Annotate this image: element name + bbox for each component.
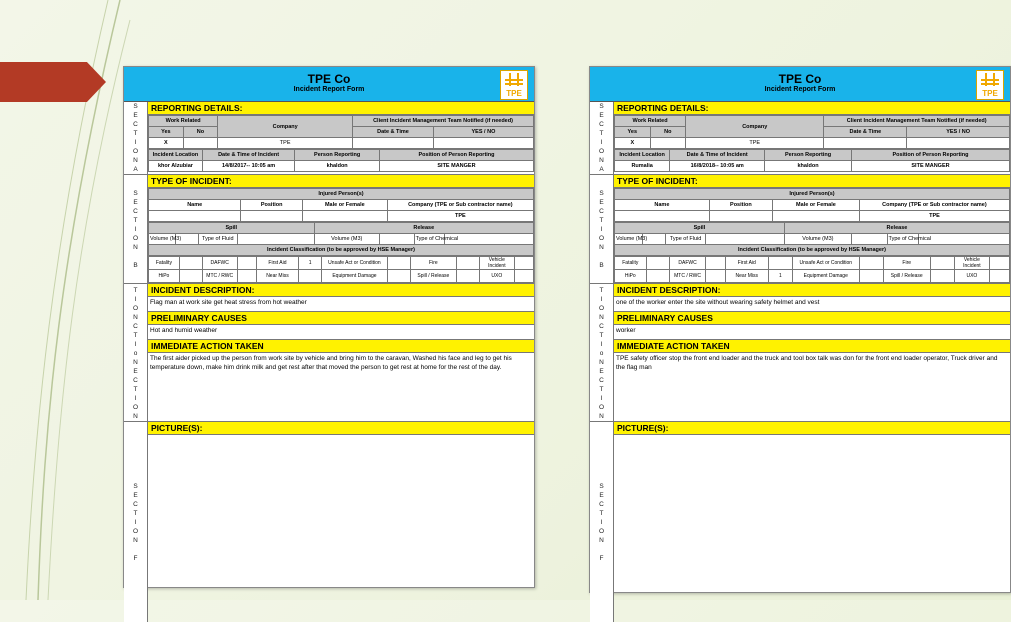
tpe-logo-icon xyxy=(500,70,528,100)
section-letter: o xyxy=(599,350,604,357)
section-letter: C xyxy=(133,377,138,384)
form-header xyxy=(590,67,1010,102)
yes-header: Yes xyxy=(615,127,651,138)
classification-value xyxy=(705,270,725,283)
classification-value xyxy=(237,257,256,270)
section-letter: O xyxy=(132,148,139,155)
classification-label: Unsafe Act or Condition xyxy=(322,257,387,270)
classification-label: First Aid xyxy=(725,257,768,270)
datetime-value: 16/8/2018-- 10:05 am xyxy=(670,161,765,172)
name-header: Name xyxy=(615,200,710,211)
section-letter: S xyxy=(599,482,604,490)
classification-row-1 xyxy=(615,257,1010,270)
classification-row-1 xyxy=(149,257,534,270)
reporting-table xyxy=(614,115,1010,149)
classification-label: First Aid xyxy=(256,257,298,270)
section-letter: O xyxy=(598,148,605,155)
classification-label: DAFWC xyxy=(670,257,706,270)
svg-text:TPE: TPE xyxy=(506,89,522,98)
work-related-header: Work Related xyxy=(615,116,686,127)
spill-header: Spill xyxy=(149,223,315,234)
classification-value xyxy=(237,270,256,283)
immediate-action-title: IMMEDIATE ACTION TAKEN xyxy=(614,340,1010,353)
type-of-incident-title: TYPE OF INCIDENT: xyxy=(148,175,534,188)
no-header: No xyxy=(650,127,686,138)
incident-location-header: Incident Location xyxy=(149,150,203,161)
classification-label: UXO xyxy=(480,270,515,283)
section-letter: T xyxy=(599,287,604,294)
section-a xyxy=(590,102,1010,175)
section-letter: N xyxy=(599,314,604,321)
section-letter: A xyxy=(133,166,138,173)
yes-no-header: YES / NO xyxy=(433,127,533,138)
position-value: SITE MANGER xyxy=(379,161,533,172)
form-title: Incident Report Form xyxy=(293,86,365,93)
client-notified-header: Client Incident Management Team Notified (if needed) xyxy=(824,116,1010,127)
section-b-label xyxy=(124,175,148,283)
incident-description-title: INCIDENT DESCRIPTION: xyxy=(614,284,1010,297)
section-letter: B xyxy=(599,261,604,269)
classification-label: HiPo xyxy=(615,270,647,283)
type-of-incident-title: TYPE OF INCIDENT: xyxy=(614,175,1010,188)
location-table xyxy=(614,149,1010,172)
section-letter: N xyxy=(599,413,604,420)
section-letter: T xyxy=(133,332,138,339)
section-letter: A xyxy=(599,166,604,173)
section-letter: N xyxy=(599,536,604,544)
section-letter: N xyxy=(599,157,604,164)
incident-description-text: one of the worker enter the site without wearing safety helmet and vest xyxy=(614,297,1010,312)
incident-location-header: Incident Location xyxy=(615,150,670,161)
spill-volume-label: Volume (M3) xyxy=(615,234,643,245)
spill-release-table xyxy=(148,222,534,256)
section-letter: E xyxy=(133,368,138,375)
section-letter: F xyxy=(133,554,138,562)
section-letter: O xyxy=(132,234,139,242)
section-letter: O xyxy=(132,527,139,535)
classification-row-2 xyxy=(615,270,1010,283)
section-letter: I xyxy=(600,341,603,348)
section-letter: I xyxy=(600,395,603,402)
reporter-value: khaldon xyxy=(765,161,852,172)
classification-value xyxy=(859,257,883,270)
classification-value xyxy=(387,270,410,283)
type-chemical-label: Type of Chemical xyxy=(414,234,445,245)
incident-description-title: INCIDENT DESCRIPTION: xyxy=(148,284,534,297)
release-volume-label: Volume (M3) xyxy=(314,234,379,245)
release-header: Release xyxy=(784,223,1009,234)
section-letter: T xyxy=(133,509,138,517)
section-letter: o xyxy=(133,350,138,357)
tpe-logo-icon xyxy=(976,70,1004,100)
classification-label: HiPo xyxy=(149,270,180,283)
section-letter: N xyxy=(133,536,138,544)
injured-persons-header: Injured Person(s) xyxy=(615,189,1010,200)
date-time-header: Date & Time xyxy=(353,127,434,138)
gender-header: Male or Female xyxy=(772,200,859,211)
spill-release-table xyxy=(614,222,1010,256)
classification-label: Spill / Release xyxy=(883,270,930,283)
section-letter: I xyxy=(600,225,603,233)
classification-table xyxy=(614,256,1010,283)
classification-label: MTC / RWC xyxy=(202,270,237,283)
classification-label: Near Miss xyxy=(725,270,768,283)
no-header: No xyxy=(183,127,218,138)
section-letter: I xyxy=(134,395,137,402)
classification-value xyxy=(299,270,322,283)
section-letter: E xyxy=(599,491,604,499)
section-letter: C xyxy=(599,500,604,508)
release-header: Release xyxy=(314,223,533,234)
immediate-action-text: The first aider picked up the person from work site by vehicle and bring him to the caravan, Washed his face and leg to get his temperature down, make him drink milk and get rest after that moved the person to get rest at home for the rest of the day. xyxy=(150,355,512,371)
preliminary-causes-text: worker xyxy=(614,325,1010,340)
classification-value xyxy=(705,257,725,270)
section-letter: N xyxy=(133,359,138,366)
svg-text:TPE: TPE xyxy=(982,89,998,98)
classification-value xyxy=(514,270,533,283)
location-value: Rumalia xyxy=(615,161,670,172)
date-time-incident-header: Date & Time of Incident xyxy=(670,150,765,161)
middle-section-label xyxy=(590,284,614,421)
classification-label: Spill / Release xyxy=(410,270,456,283)
section-b xyxy=(124,175,534,284)
immediate-action-text: TPE safety officer stop the front end loader and the truck and tool box talk was don for the front end loader operator, Truck driver and the flag man xyxy=(616,355,998,371)
section-letter: O xyxy=(598,404,605,411)
section-letter: T xyxy=(599,509,604,517)
person-reporting-header: Person Reporting xyxy=(295,150,380,161)
section-letter: S xyxy=(599,189,604,197)
injured-persons-header: Injured Person(s) xyxy=(149,189,534,200)
section-letter: T xyxy=(599,332,604,339)
classification-value: 1 xyxy=(769,270,793,283)
position-header: Position xyxy=(709,200,772,211)
classification-label: Vehicle Incident xyxy=(954,257,990,270)
section-letter: N xyxy=(133,413,138,420)
company-sub-header: Company (TPE or Sub contractor name) xyxy=(387,200,533,211)
section-letter: C xyxy=(599,207,604,215)
classification-header: Incident Classification (to be approved by HSE Manager) xyxy=(149,245,534,256)
form-header xyxy=(124,67,534,102)
section-letter: I xyxy=(134,139,137,146)
work-related-header: Work Related xyxy=(149,116,218,127)
classification-table xyxy=(148,256,534,283)
section-letter: S xyxy=(133,189,138,197)
section-letter: E xyxy=(133,198,138,206)
classification-label: MTC / RWC xyxy=(670,270,706,283)
section-letter: N xyxy=(599,243,604,251)
gender-header: Male or Female xyxy=(302,200,387,211)
section-letter: O xyxy=(598,527,605,535)
name-header: Name xyxy=(149,200,241,211)
section-letter: C xyxy=(133,121,138,128)
classification-label: UXO xyxy=(954,270,990,283)
section-f xyxy=(124,422,534,622)
section-description-causes-action xyxy=(124,284,534,422)
company-value: TPE xyxy=(686,138,824,149)
company-value: TPE xyxy=(218,138,353,149)
middle-section-label xyxy=(124,284,148,421)
section-letter: S xyxy=(599,103,604,110)
section-letter: C xyxy=(133,323,138,330)
section-letter: F xyxy=(599,554,604,562)
company-header: Company xyxy=(218,116,353,138)
type-chemical-label: Type of Chemical xyxy=(887,234,919,245)
reporting-details-title: REPORTING DETAILS: xyxy=(614,102,1010,115)
classification-label: Fatality xyxy=(615,257,647,270)
section-letter: T xyxy=(133,130,138,137)
classification-value xyxy=(646,270,670,283)
classification-label: Near Miss xyxy=(256,270,298,283)
classification-label: Fire xyxy=(883,257,930,270)
classification-label: Equipment Damage xyxy=(322,270,387,283)
incident-description-text: Flag man at work site get heat stress from hot weather xyxy=(148,297,534,312)
section-letter: O xyxy=(132,404,139,411)
pictures-area xyxy=(614,435,1010,615)
section-letter: E xyxy=(133,112,138,119)
section-letter: T xyxy=(133,287,138,294)
section-letter: O xyxy=(598,234,605,242)
classification-label: Equipment Damage xyxy=(792,270,859,283)
section-letter: C xyxy=(133,207,138,215)
position-header: Position xyxy=(241,200,303,211)
section-letter: T xyxy=(599,386,604,393)
classification-label: Unsafe Act or Condition xyxy=(792,257,859,270)
incident-report-form-2 xyxy=(589,66,1011,593)
release-volume-label: Volume (M3) xyxy=(784,234,851,245)
section-letter: O xyxy=(598,305,605,312)
red-arrow-shape xyxy=(0,62,106,102)
position-reporting-header: Position of Person Reporting xyxy=(851,150,1009,161)
pictures-area xyxy=(148,435,534,615)
section-letter: E xyxy=(133,491,138,499)
work-related-yes-mark: X xyxy=(149,138,184,149)
section-letter: I xyxy=(600,296,603,303)
work-related-yes-mark: X xyxy=(615,138,651,149)
person-reporting-header: Person Reporting xyxy=(765,150,852,161)
spill-header: Spill xyxy=(615,223,785,234)
classification-row-2 xyxy=(149,270,534,283)
section-letter: T xyxy=(599,130,604,137)
classification-value xyxy=(990,257,1010,270)
classification-value xyxy=(387,257,410,270)
client-notified-header: Client Incident Management Team Notified (if needed) xyxy=(353,116,534,127)
classification-value xyxy=(990,270,1010,283)
classification-value xyxy=(456,270,479,283)
company-header: Company xyxy=(686,116,824,138)
section-letter: I xyxy=(600,518,603,526)
spill-volume-label: Volume (M3) xyxy=(149,234,176,245)
datetime-value: 14/8/2017-- 10:05 am xyxy=(202,161,294,172)
injured-company-value: TPE xyxy=(859,211,1009,222)
classification-label: DAFWC xyxy=(202,257,237,270)
section-letter: C xyxy=(599,377,604,384)
section-letter: N xyxy=(133,243,138,251)
section-a-label xyxy=(124,102,148,174)
form-title: Incident Report Form xyxy=(764,86,836,93)
preliminary-causes-title: PRELIMINARY CAUSES xyxy=(148,312,534,325)
section-b-label xyxy=(590,175,614,283)
type-fluid-label: Type of Fluid xyxy=(666,234,706,245)
classification-label: Fatality xyxy=(149,257,180,270)
date-time-header: Date & Time xyxy=(824,127,907,138)
section-description-causes-action xyxy=(590,284,1010,422)
section-letter: C xyxy=(599,323,604,330)
preliminary-causes-text: Hot and humid weather xyxy=(148,325,534,340)
pictures-title: PICTURE(S): xyxy=(148,422,534,435)
section-letter: E xyxy=(599,368,604,375)
classification-value xyxy=(646,257,670,270)
reporting-details-title: REPORTING DETAILS: xyxy=(148,102,534,115)
section-letter: N xyxy=(133,314,138,321)
classification-value xyxy=(930,270,954,283)
section-a xyxy=(124,102,534,175)
classification-value xyxy=(769,257,793,270)
classification-label: Fire xyxy=(410,257,456,270)
injured-table xyxy=(148,188,534,222)
section-letter: T xyxy=(133,386,138,393)
classification-value xyxy=(456,257,479,270)
section-f xyxy=(590,422,1010,622)
section-letter: S xyxy=(133,482,138,490)
type-fluid-label: Type of Fluid xyxy=(199,234,238,245)
date-time-incident-header: Date & Time of Incident xyxy=(202,150,294,161)
company-title: TPE Co xyxy=(778,72,822,86)
section-letter: E xyxy=(599,112,604,119)
company-title: TPE Co xyxy=(307,72,351,86)
injured-company-value: TPE xyxy=(387,211,533,222)
section-letter: I xyxy=(134,225,137,233)
section-a-label xyxy=(590,102,614,174)
pictures-title: PICTURE(S): xyxy=(614,422,1010,435)
location-table xyxy=(148,149,534,172)
classification-label: Vehicle Incident xyxy=(480,257,515,270)
section-letter: B xyxy=(133,261,138,269)
yes-no-header: YES / NO xyxy=(907,127,1010,138)
company-sub-header: Company (TPE or Sub contractor name) xyxy=(859,200,1009,211)
classification-value xyxy=(514,257,533,270)
section-letter: C xyxy=(133,500,138,508)
classification-value xyxy=(859,270,883,283)
classification-value xyxy=(179,270,202,283)
position-value: SITE MANGER xyxy=(851,161,1009,172)
section-letter: C xyxy=(599,121,604,128)
injured-table xyxy=(614,188,1010,222)
section-letter: I xyxy=(134,341,137,348)
yes-header: Yes xyxy=(149,127,184,138)
section-f-label xyxy=(590,422,614,622)
classification-value xyxy=(179,257,202,270)
section-letter: I xyxy=(600,139,603,146)
position-reporting-header: Position of Person Reporting xyxy=(379,150,533,161)
classification-value: 1 xyxy=(299,257,322,270)
classification-header: Incident Classification (to be approved by HSE Manager) xyxy=(615,245,1010,256)
immediate-action-title: IMMEDIATE ACTION TAKEN xyxy=(148,340,534,353)
reporter-value: khaldon xyxy=(295,161,380,172)
reporting-table xyxy=(148,115,534,149)
section-letter: O xyxy=(132,305,139,312)
section-letter: S xyxy=(133,103,138,110)
preliminary-causes-title: PRELIMINARY CAUSES xyxy=(614,312,1010,325)
section-letter: E xyxy=(599,198,604,206)
section-letter: N xyxy=(133,157,138,164)
section-letter: I xyxy=(134,296,137,303)
location-value: khor Alzubiar xyxy=(149,161,203,172)
section-b xyxy=(590,175,1010,284)
section-letter: N xyxy=(599,359,604,366)
section-letter: T xyxy=(599,216,604,224)
section-letter: T xyxy=(133,216,138,224)
section-letter: I xyxy=(134,518,137,526)
section-f-label xyxy=(124,422,148,622)
incident-report-form-1 xyxy=(123,66,535,588)
classification-value xyxy=(930,257,954,270)
